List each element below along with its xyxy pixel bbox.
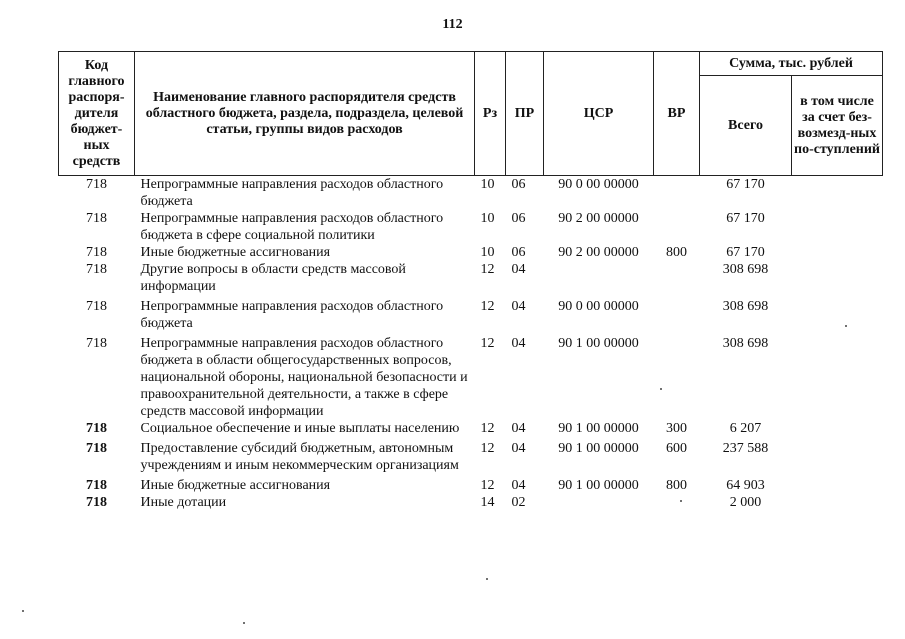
row-rz: 12 — [480, 421, 495, 436]
row-code: 718 — [86, 495, 107, 510]
row-vr: 800 — [666, 245, 687, 260]
header-name: Наименование главного распорядителя средств областного бюджета, раздела, подраздела, целевой статьи, группы видов расходов — [135, 52, 475, 176]
row-pr: 02 — [511, 495, 526, 510]
row-vr: 600 — [666, 441, 687, 456]
scan-speck — [660, 388, 662, 390]
row-csr: 90 1 00 00000 — [558, 421, 639, 436]
row-rz: 12 — [480, 262, 495, 277]
row-vr — [654, 210, 700, 244]
row-pr: 04 — [511, 478, 526, 493]
row-csr: 90 2 00 00000 — [558, 245, 639, 260]
row-code: 718 — [86, 441, 107, 456]
row-code: 718 — [86, 299, 107, 314]
row-code: 718 — [86, 336, 107, 351]
row-name: Иные бюджетные ассигнования — [140, 478, 331, 493]
table-row — [59, 176, 883, 211]
row-incl — [792, 210, 883, 244]
row-csr: 90 2 00 00000 — [558, 211, 639, 226]
row-vr — [654, 176, 700, 211]
row-name: Иные дотации — [140, 495, 227, 510]
row-rz: 10 — [480, 211, 495, 226]
header-sum: Сумма, тыс. рублей — [700, 52, 883, 76]
budget-table — [58, 51, 883, 511]
row-rz: 14 — [480, 495, 495, 510]
row-name: Иные бюджетные ассигнования — [140, 245, 331, 260]
header-vr: ВР — [654, 52, 700, 176]
row-vr — [654, 295, 700, 332]
table-row — [59, 437, 883, 474]
header-csr: ЦСР — [544, 52, 654, 176]
header-total: Всего — [700, 76, 792, 176]
row-incl — [792, 261, 883, 295]
row-name: Предоставление субсидий бюджетным, автономным учреждениям и иным некоммерческим организациям — [140, 441, 459, 473]
row-total: 237 588 — [722, 441, 769, 456]
row-pr: 06 — [511, 211, 526, 226]
scan-speck — [22, 610, 24, 612]
row-pr: 06 — [511, 245, 526, 260]
row-vr — [654, 332, 700, 420]
row-csr — [544, 494, 654, 511]
table-row — [59, 420, 883, 437]
row-incl — [792, 494, 883, 511]
row-total: 67 170 — [726, 245, 765, 260]
row-total: 6 207 — [729, 421, 762, 436]
row-rz: 12 — [480, 336, 495, 351]
row-rz: 12 — [480, 478, 495, 493]
row-incl — [792, 295, 883, 332]
row-pr: 04 — [511, 262, 526, 277]
table-row — [59, 244, 883, 261]
row-pr: 04 — [511, 441, 526, 456]
row-total: 64 903 — [726, 478, 765, 493]
table-row — [59, 261, 883, 295]
table-row — [59, 210, 883, 244]
table-row — [59, 332, 883, 420]
row-csr: 90 1 00 00000 — [558, 441, 639, 456]
row-total: 308 698 — [722, 262, 769, 277]
row-csr: 90 1 00 00000 — [558, 336, 639, 351]
row-pr: 06 — [511, 177, 526, 192]
row-total: 2 000 — [729, 495, 762, 510]
row-name: Непрограммные направления расходов областного бюджета — [140, 177, 444, 209]
row-rz: 10 — [480, 245, 495, 260]
scan-speck — [486, 578, 488, 580]
row-code: 718 — [86, 478, 107, 493]
row-rz: 12 — [480, 299, 495, 314]
row-csr: 90 1 00 00000 — [558, 478, 639, 493]
row-rz: 12 — [480, 441, 495, 456]
row-csr — [544, 261, 654, 295]
header-code: Код главного распоря-дителя бюджет-ных средств — [59, 52, 135, 176]
table-row — [59, 474, 883, 494]
row-incl — [792, 244, 883, 261]
row-code: 718 — [86, 262, 107, 277]
row-csr: 90 0 00 00000 — [558, 177, 639, 192]
row-code: 718 — [86, 421, 107, 436]
row-incl — [792, 474, 883, 494]
row-incl — [792, 176, 883, 211]
row-pr: 04 — [511, 299, 526, 314]
row-vr: 800 — [666, 478, 687, 493]
row-code: 718 — [86, 177, 107, 192]
scan-speck — [680, 500, 682, 502]
row-code: 718 — [86, 211, 107, 226]
row-incl — [792, 332, 883, 420]
scan-speck — [243, 622, 245, 624]
row-vr — [654, 261, 700, 295]
row-name: Непрограммные направления расходов областного бюджета в области общегосударственных вопросов, национальной обороны, национальной безопасности и правоохранительной деятельности, а также в сфере средств массовой информации — [140, 336, 468, 419]
row-code: 718 — [86, 245, 107, 260]
table-row — [59, 295, 883, 332]
row-incl — [792, 437, 883, 474]
row-total: 308 698 — [722, 299, 769, 314]
row-name: Непрограммные направления расходов областного бюджета — [140, 299, 444, 331]
row-vr: 300 — [666, 421, 687, 436]
row-incl — [792, 420, 883, 437]
header-rz: Рз — [475, 52, 506, 176]
row-total: 308 698 — [722, 336, 769, 351]
table-row — [59, 494, 883, 511]
page-number: 112 — [442, 17, 463, 32]
row-pr: 04 — [511, 421, 526, 436]
row-name: Другие вопросы в области средств массовой информации — [140, 262, 406, 294]
scan-speck — [845, 325, 847, 327]
row-name: Социальное обеспечение и иные выплаты населению — [140, 421, 460, 436]
row-vr — [654, 494, 700, 511]
row-pr: 04 — [511, 336, 526, 351]
row-total: 67 170 — [726, 211, 765, 226]
row-name: Непрограммные направления расходов областного бюджета в сфере социальной политики — [140, 211, 444, 243]
row-total: 67 170 — [726, 177, 765, 192]
row-csr: 90 0 00 00000 — [558, 299, 639, 314]
row-rz: 10 — [480, 177, 495, 192]
header-incl: в том числе за счет без-возмезд-ных по-ступлений — [792, 76, 883, 176]
header-pr: ПР — [506, 52, 544, 176]
